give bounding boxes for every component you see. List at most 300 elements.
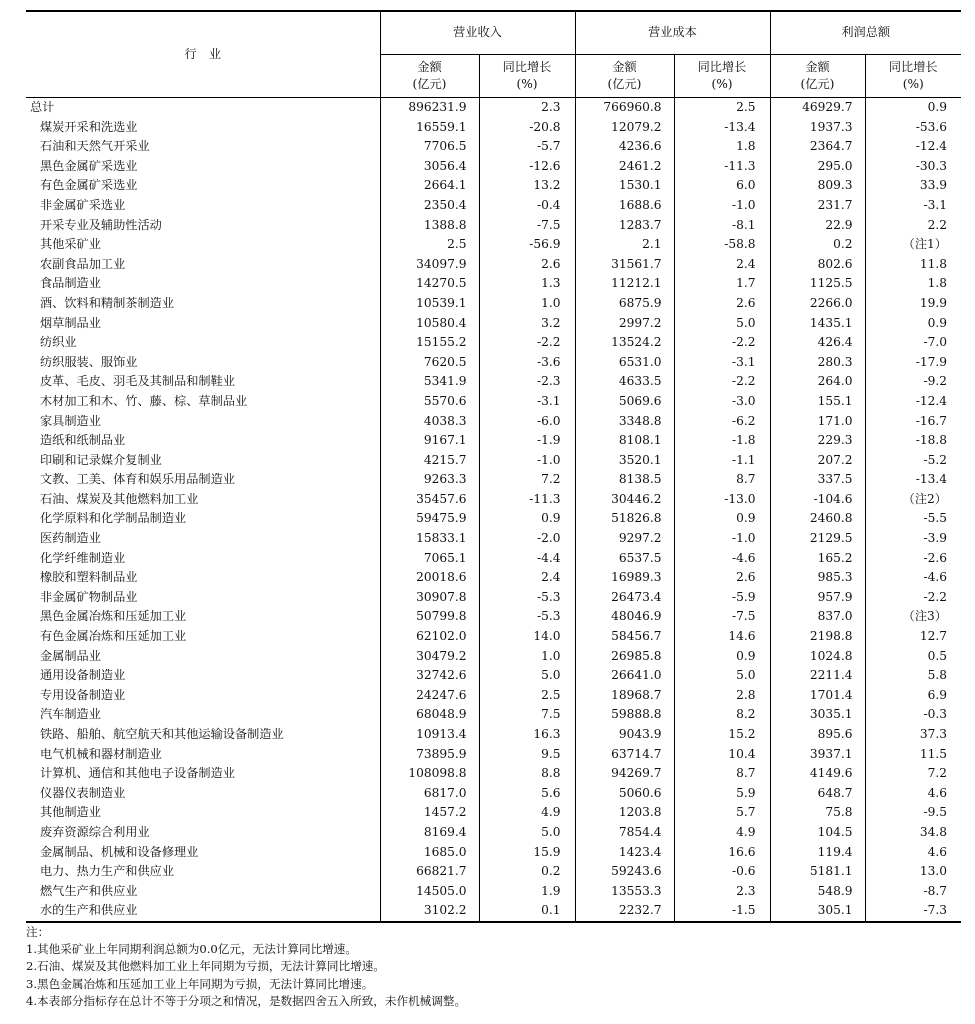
cost-growth-cell: -1.1 (674, 451, 770, 471)
revenue-amount-cell: 10913.4 (380, 725, 479, 745)
table-row (26, 451, 961, 471)
revenue-growth-cell: 5.0 (479, 823, 575, 843)
cost-amount-cell: 13524.2 (575, 333, 674, 353)
cost-growth-cell: -1.8 (674, 431, 770, 451)
industry-name: 木材加工和木、竹、藤、棕、草制品业 (40, 393, 248, 408)
profit-growth-cell: 0.9 (865, 98, 961, 118)
revenue-amount-cell: 3056.4 (380, 157, 479, 177)
industry-name: 文教、工美、体育和娱乐用品制造业 (40, 472, 235, 487)
profit-amount-cell: 337.5 (770, 470, 865, 490)
profit-amount-cell: 2266.0 (770, 294, 865, 314)
profit-growth-cell: -30.3 (865, 157, 961, 177)
table-row (26, 255, 961, 275)
cost-growth-cell: 2.4 (674, 255, 770, 275)
profit-growth-cell: -16.7 (865, 412, 961, 432)
cost-amount-cell: 63714.7 (575, 745, 674, 765)
cost-growth-cell: 8.7 (674, 470, 770, 490)
profit-amount-cell: -104.6 (770, 490, 865, 510)
revenue-growth-cell: -56.9 (479, 235, 575, 255)
cost-amount-cell: 1530.1 (575, 176, 674, 196)
cost-amount-cell: 94269.7 (575, 764, 674, 784)
cost-amount-cell: 2.1 (575, 235, 674, 255)
cost-amount-cell: 5060.6 (575, 784, 674, 804)
profit-growth-cell: 11.8 (865, 255, 961, 275)
profit-amount-cell: 165.2 (770, 549, 865, 569)
industry-name: 化学原料和化学制品制造业 (40, 511, 187, 526)
table-header (26, 11, 961, 98)
revenue-amount-cell: 8169.4 (380, 823, 479, 843)
revenue-growth-cell: 15.9 (479, 843, 575, 863)
cost-growth-cell: -1.0 (674, 196, 770, 216)
industry-name: 家具制造业 (40, 413, 101, 428)
profit-growth-cell: -0.3 (865, 705, 961, 725)
profit-amount-cell: 75.8 (770, 803, 865, 823)
revenue-growth-cell: -5.3 (479, 588, 575, 608)
header-profit: 利润总额 (770, 11, 961, 55)
cost-amount-cell: 59888.8 (575, 705, 674, 725)
profit-growth-cell: 0.5 (865, 647, 961, 667)
footnote-2: 2.石油、煤炭及其他燃料加工业上年同期为亏损，无法计算同比增速。 (26, 959, 385, 974)
revenue-amount-cell: 7065.1 (380, 549, 479, 569)
footnote-1: 1.其他采矿业上年同期利润总额为0.0亿元，无法计算同比增速。 (26, 942, 357, 957)
profit-growth-cell: -12.4 (865, 392, 961, 412)
industry-name: 石油和天然气开采业 (40, 139, 150, 154)
revenue-growth-cell: -3.1 (479, 392, 575, 412)
industry-name: 非金属矿采选业 (40, 197, 126, 212)
table-row (26, 196, 961, 216)
cost-amount-cell: 58456.7 (575, 627, 674, 647)
cost-amount-cell: 8138.5 (575, 470, 674, 490)
industry-name: 纺织业 (40, 335, 77, 350)
table-row (26, 568, 961, 588)
revenue-growth-cell: 9.5 (479, 745, 575, 765)
table-row (26, 666, 961, 686)
revenue-growth-cell: -5.3 (479, 607, 575, 627)
profit-amount-cell: 2211.4 (770, 666, 865, 686)
table-row (26, 764, 961, 784)
cost-amount-cell: 9043.9 (575, 725, 674, 745)
revenue-amount-cell: 5341.9 (380, 372, 479, 392)
revenue-amount-cell: 35457.6 (380, 490, 479, 510)
revenue-growth-cell: 3.2 (479, 314, 575, 334)
table-row (26, 901, 961, 922)
profit-amount-cell: 957.9 (770, 588, 865, 608)
table-row (26, 803, 961, 823)
revenue-amount-cell: 108098.8 (380, 764, 479, 784)
profit-growth-cell: 5.8 (865, 666, 961, 686)
table-row (26, 705, 961, 725)
revenue-amount-cell: 73895.9 (380, 745, 479, 765)
cost-growth-cell: 2.6 (674, 568, 770, 588)
table-row (26, 216, 961, 236)
cost-amount-cell: 1423.4 (575, 843, 674, 863)
revenue-amount-cell: 2664.1 (380, 176, 479, 196)
industry-name: 开采专业及辅助性活动 (40, 217, 162, 232)
profit-amount-cell: 231.7 (770, 196, 865, 216)
cost-amount-cell: 1203.8 (575, 803, 674, 823)
revenue-growth-cell: -11.3 (479, 490, 575, 510)
cost-growth-cell: -0.6 (674, 862, 770, 882)
footnotes (26, 924, 466, 1010)
profit-growth-cell: （注1） (865, 235, 961, 255)
cost-growth-cell: -2.2 (674, 333, 770, 353)
profit-amount-cell: 802.6 (770, 255, 865, 275)
profit-growth-cell: -3.9 (865, 529, 961, 549)
revenue-growth-cell: 16.3 (479, 725, 575, 745)
profit-amount-cell: 46929.7 (770, 98, 865, 118)
revenue-growth-cell: 0.2 (479, 862, 575, 882)
industry-name: 水的生产和供应业 (26, 901, 380, 922)
industry-name: 总计 (30, 100, 55, 114)
industry-name: 印刷和记录媒介复制业 (40, 452, 162, 467)
revenue-amount-cell: 14505.0 (380, 882, 479, 902)
revenue-growth-cell: 1.3 (479, 274, 575, 294)
profit-growth-cell: 13.0 (865, 862, 961, 882)
cost-amount-cell: 6875.9 (575, 294, 674, 314)
revenue-amount-cell: 896231.9 (380, 98, 479, 118)
profit-growth-cell: 4.6 (865, 843, 961, 863)
revenue-amount-cell: 34097.9 (380, 255, 479, 275)
profit-growth-cell: -53.6 (865, 118, 961, 138)
revenue-amount-cell: 4215.7 (380, 451, 479, 471)
profit-growth-cell: -8.7 (865, 882, 961, 902)
revenue-growth-cell: -2.0 (479, 529, 575, 549)
profit-amount-cell: 1701.4 (770, 686, 865, 706)
table-row (26, 353, 961, 373)
revenue-amount-cell: 66821.7 (380, 862, 479, 882)
table-row (26, 235, 961, 255)
table-row (26, 333, 961, 353)
cost-amount-cell: 5069.6 (575, 392, 674, 412)
cost-growth-cell: 2.3 (674, 882, 770, 902)
profit-growth-cell: 34.8 (865, 823, 961, 843)
header-industry: 行 业 (26, 11, 380, 98)
profit-amount-cell: 1937.3 (770, 118, 865, 138)
cost-amount-cell: 16989.3 (575, 568, 674, 588)
profit-growth-cell: 37.3 (865, 725, 961, 745)
industry-name: 其他采矿业 (40, 237, 101, 252)
revenue-growth-cell: 0.1 (479, 901, 575, 922)
cost-amount-cell: 31561.7 (575, 255, 674, 275)
profit-amount-cell: 1024.8 (770, 647, 865, 667)
cost-growth-cell: -3.1 (674, 353, 770, 373)
revenue-growth-cell: 1.0 (479, 294, 575, 314)
industry-name: 煤炭开采和洗选业 (40, 119, 138, 134)
table-row (26, 118, 961, 138)
industry-name: 通用设备制造业 (40, 668, 126, 683)
profit-amount-cell: 155.1 (770, 392, 865, 412)
profit-amount-cell: 22.9 (770, 216, 865, 236)
footnotes-title: 注： (26, 925, 50, 939)
table-row (26, 647, 961, 667)
table-row (26, 607, 961, 627)
cost-growth-cell: 0.9 (674, 647, 770, 667)
industry-name: 化学纤维制造业 (40, 550, 126, 565)
revenue-growth-cell: -2.3 (479, 372, 575, 392)
industry-name: 黑色金属矿采选业 (40, 158, 138, 173)
table-row (26, 882, 961, 902)
cost-amount-cell: 3520.1 (575, 451, 674, 471)
table-row (26, 412, 961, 432)
profit-growth-cell: 0.9 (865, 314, 961, 334)
table-row (26, 490, 961, 510)
profit-amount-cell: 3035.1 (770, 705, 865, 725)
profit-amount-cell: 4149.6 (770, 764, 865, 784)
cost-amount-cell: 30446.2 (575, 490, 674, 510)
profit-growth-cell: -17.9 (865, 353, 961, 373)
cost-amount-cell: 7854.4 (575, 823, 674, 843)
revenue-growth-cell: -0.4 (479, 196, 575, 216)
cost-amount-cell: 2232.7 (575, 901, 674, 922)
revenue-growth-cell: 5.0 (479, 666, 575, 686)
cost-growth-cell: 2.5 (674, 98, 770, 118)
cost-amount-cell: 6537.5 (575, 549, 674, 569)
profit-growth-cell: -9.5 (865, 803, 961, 823)
cost-growth-cell: -1.5 (674, 901, 770, 922)
profit-growth-cell: -2.6 (865, 549, 961, 569)
industry-name: 仪器仪表制造业 (40, 785, 126, 800)
cost-growth-cell: -3.0 (674, 392, 770, 412)
table-body (26, 98, 961, 922)
cost-amount-cell: 4633.5 (575, 372, 674, 392)
profit-growth-cell: 12.7 (865, 627, 961, 647)
table-row (26, 157, 961, 177)
industry-name: 废弃资源综合利用业 (40, 824, 150, 839)
header-cost-amount: 金额 (亿元) (575, 55, 674, 98)
table-row (26, 529, 961, 549)
revenue-amount-cell: 59475.9 (380, 509, 479, 529)
table-row (26, 549, 961, 569)
footnote-4: 4.本表部分指标存在总计不等于分项之和情况，是数据四舍五入所致，未作机械调整。 (26, 993, 467, 1008)
profit-amount-cell: 207.2 (770, 451, 865, 471)
profit-amount-cell: 837.0 (770, 607, 865, 627)
table-row (26, 470, 961, 490)
profit-amount-cell: 648.7 (770, 784, 865, 804)
revenue-amount-cell: 62102.0 (380, 627, 479, 647)
cost-growth-cell: -7.5 (674, 607, 770, 627)
revenue-growth-cell: 7.2 (479, 470, 575, 490)
cost-growth-cell: 15.2 (674, 725, 770, 745)
cost-growth-cell: 10.4 (674, 745, 770, 765)
industry-name: 石油、煤炭及其他燃料加工业 (40, 491, 199, 506)
profit-amount-cell: 548.9 (770, 882, 865, 902)
cost-amount-cell: 12079.2 (575, 118, 674, 138)
cost-growth-cell: 0.9 (674, 509, 770, 529)
revenue-amount-cell: 7620.5 (380, 353, 479, 373)
cost-growth-cell: -11.3 (674, 157, 770, 177)
profit-amount-cell: 426.4 (770, 333, 865, 353)
profit-growth-cell: -7.0 (865, 333, 961, 353)
industry-name: 燃气生产和供应业 (40, 883, 138, 898)
profit-growth-cell: -9.2 (865, 372, 961, 392)
industry-name: 烟草制品业 (40, 315, 101, 330)
industry-name: 金属制品、机械和设备修理业 (40, 844, 199, 859)
table-row (26, 176, 961, 196)
industry-name: 橡胶和塑料制品业 (40, 570, 138, 585)
table-row (26, 372, 961, 392)
profit-growth-cell: -12.4 (865, 137, 961, 157)
profit-growth-cell: 6.9 (865, 686, 961, 706)
cost-growth-cell: 5.0 (674, 314, 770, 334)
revenue-growth-cell: 14.0 (479, 627, 575, 647)
industry-name: 农副食品加工业 (40, 256, 126, 271)
revenue-amount-cell: 2.5 (380, 235, 479, 255)
revenue-growth-cell: 1.0 (479, 647, 575, 667)
industry-name: 医药制造业 (40, 531, 101, 546)
cost-growth-cell: 2.8 (674, 686, 770, 706)
industry-name: 其他制造业 (40, 805, 101, 820)
revenue-amount-cell: 1457.2 (380, 803, 479, 823)
cost-amount-cell: 26473.4 (575, 588, 674, 608)
cost-growth-cell: 1.7 (674, 274, 770, 294)
profit-growth-cell: 4.6 (865, 784, 961, 804)
revenue-amount-cell: 3102.2 (380, 901, 479, 922)
revenue-amount-cell: 10539.1 (380, 294, 479, 314)
table-row (26, 274, 961, 294)
industry-name: 造纸和纸制品业 (40, 433, 126, 448)
revenue-growth-cell: 1.9 (479, 882, 575, 902)
profit-growth-cell: 11.5 (865, 745, 961, 765)
cost-amount-cell: 2997.2 (575, 314, 674, 334)
cost-growth-cell: -1.0 (674, 529, 770, 549)
industry-name: 有色金属冶炼和压延加工业 (40, 629, 187, 644)
table-row (26, 392, 961, 412)
revenue-amount-cell: 6817.0 (380, 784, 479, 804)
revenue-amount-cell: 68048.9 (380, 705, 479, 725)
revenue-growth-cell: 4.9 (479, 803, 575, 823)
cost-amount-cell: 8108.1 (575, 431, 674, 451)
profit-growth-cell: （注2） (865, 490, 961, 510)
revenue-amount-cell: 30907.8 (380, 588, 479, 608)
revenue-amount-cell: 15155.2 (380, 333, 479, 353)
revenue-growth-cell: -1.0 (479, 451, 575, 471)
revenue-growth-cell: -5.7 (479, 137, 575, 157)
revenue-growth-cell: -6.0 (479, 412, 575, 432)
cost-amount-cell: 3348.8 (575, 412, 674, 432)
cost-growth-cell: 4.9 (674, 823, 770, 843)
industry-name: 酒、饮料和精制茶制造业 (40, 295, 175, 310)
cost-growth-cell: -13.0 (674, 490, 770, 510)
revenue-amount-cell: 14270.5 (380, 274, 479, 294)
industry-name: 有色金属矿采选业 (40, 178, 138, 193)
revenue-amount-cell: 4038.3 (380, 412, 479, 432)
profit-growth-cell: 7.2 (865, 764, 961, 784)
profit-growth-cell: -7.3 (865, 901, 961, 922)
industry-financial-table-container (26, 10, 961, 923)
revenue-growth-cell: 13.2 (479, 176, 575, 196)
profit-growth-cell: 1.8 (865, 274, 961, 294)
header-cost-growth: 同比增长 (%) (674, 55, 770, 98)
profit-amount-cell: 809.3 (770, 176, 865, 196)
cost-amount-cell: 9297.2 (575, 529, 674, 549)
revenue-growth-cell: -20.8 (479, 118, 575, 138)
cost-growth-cell: -2.2 (674, 372, 770, 392)
revenue-amount-cell: 10580.4 (380, 314, 479, 334)
table-row (26, 294, 961, 314)
profit-amount-cell: 2198.8 (770, 627, 865, 647)
profit-amount-cell: 3937.1 (770, 745, 865, 765)
profit-amount-cell: 264.0 (770, 372, 865, 392)
profit-amount-cell: 305.1 (770, 901, 865, 922)
profit-growth-cell: （注3） (865, 607, 961, 627)
industry-name: 电气机械和器材制造业 (40, 746, 162, 761)
revenue-growth-cell: -1.9 (479, 431, 575, 451)
table-row (26, 314, 961, 334)
profit-growth-cell: -18.8 (865, 431, 961, 451)
revenue-amount-cell: 20018.6 (380, 568, 479, 588)
cost-growth-cell: -58.8 (674, 235, 770, 255)
profit-amount-cell: 895.6 (770, 725, 865, 745)
cost-growth-cell: -13.4 (674, 118, 770, 138)
revenue-amount-cell: 16559.1 (380, 118, 479, 138)
revenue-growth-cell: 2.3 (479, 98, 575, 118)
cost-growth-cell: -5.9 (674, 588, 770, 608)
cost-amount-cell: 6531.0 (575, 353, 674, 373)
profit-growth-cell: 33.9 (865, 176, 961, 196)
header-cost: 营业成本 (575, 11, 770, 55)
cost-amount-cell: 51826.8 (575, 509, 674, 529)
industry-name: 电力、热力生产和供应业 (40, 864, 175, 879)
table-row (26, 627, 961, 647)
profit-growth-cell: 19.9 (865, 294, 961, 314)
profit-amount-cell: 280.3 (770, 353, 865, 373)
profit-growth-cell: -5.2 (865, 451, 961, 471)
revenue-amount-cell: 9167.1 (380, 431, 479, 451)
revenue-amount-cell: 15833.1 (380, 529, 479, 549)
revenue-amount-cell: 9263.3 (380, 470, 479, 490)
revenue-growth-cell: 2.4 (479, 568, 575, 588)
profit-amount-cell: 229.3 (770, 431, 865, 451)
profit-amount-cell: 2460.8 (770, 509, 865, 529)
revenue-amount-cell: 50799.8 (380, 607, 479, 627)
revenue-amount-cell: 1388.8 (380, 216, 479, 236)
revenue-growth-cell: 0.9 (479, 509, 575, 529)
cost-growth-cell: 6.0 (674, 176, 770, 196)
table-row (26, 823, 961, 843)
cost-amount-cell: 26985.8 (575, 647, 674, 667)
cost-amount-cell: 11212.1 (575, 274, 674, 294)
table-row (26, 862, 961, 882)
cost-growth-cell: 16.6 (674, 843, 770, 863)
profit-amount-cell: 171.0 (770, 412, 865, 432)
industry-name: 计算机、通信和其他电子设备制造业 (40, 766, 235, 781)
profit-growth-cell: -5.5 (865, 509, 961, 529)
table-row (26, 784, 961, 804)
cost-amount-cell: 59243.6 (575, 862, 674, 882)
revenue-growth-cell: 2.6 (479, 255, 575, 275)
cost-growth-cell: -6.2 (674, 412, 770, 432)
revenue-growth-cell: -2.2 (479, 333, 575, 353)
profit-growth-cell: -4.6 (865, 568, 961, 588)
industry-name: 皮革、毛皮、羽毛及其制品和制鞋业 (40, 374, 235, 389)
cost-growth-cell: 14.6 (674, 627, 770, 647)
profit-amount-cell: 295.0 (770, 157, 865, 177)
profit-amount-cell: 2129.5 (770, 529, 865, 549)
cost-growth-cell: 5.9 (674, 784, 770, 804)
cost-growth-cell: -4.6 (674, 549, 770, 569)
profit-amount-cell: 985.3 (770, 568, 865, 588)
table-row (26, 686, 961, 706)
revenue-growth-cell: -3.6 (479, 353, 575, 373)
profit-amount-cell: 1435.1 (770, 314, 865, 334)
revenue-amount-cell: 5570.6 (380, 392, 479, 412)
cost-growth-cell: 8.2 (674, 705, 770, 725)
industry-name: 黑色金属冶炼和压延加工业 (40, 609, 187, 624)
header-profit-amount: 金额 (亿元) (770, 55, 865, 98)
cost-growth-cell: 5.0 (674, 666, 770, 686)
table-row (26, 431, 961, 451)
profit-amount-cell: 104.5 (770, 823, 865, 843)
